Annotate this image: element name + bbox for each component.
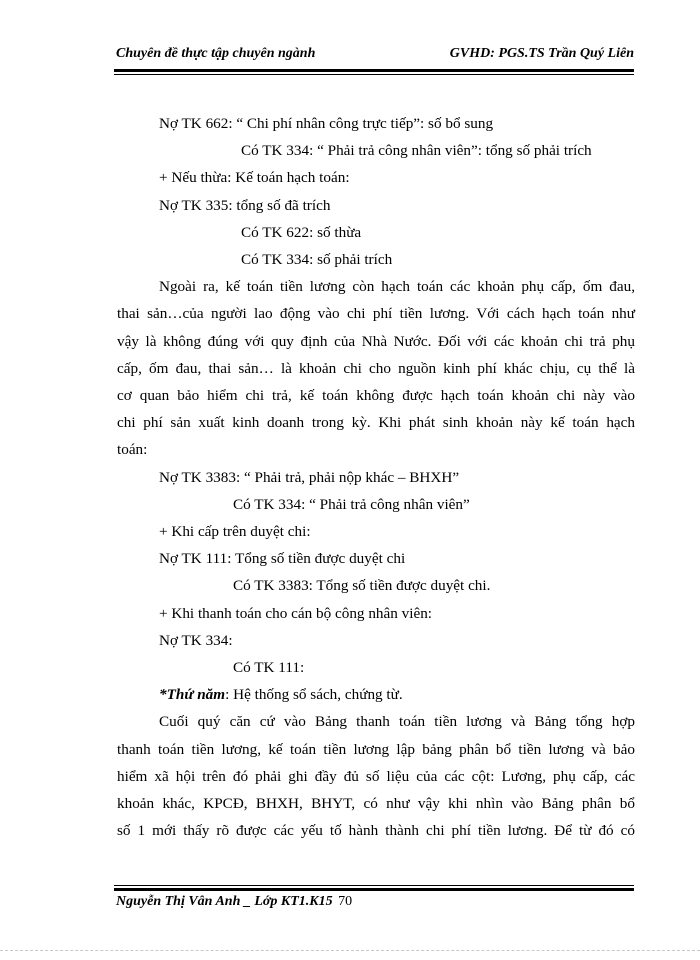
para-line: thanh toán tiền lương, kế toán tiền lương lập bảng phân bổ tiền lương và bảo: [117, 740, 635, 758]
text-line: Có TK 334: số phải trích: [241, 251, 393, 269]
para-line: thai sản…của người lao động vào chi phí tiền lương. Với cách hạch toán như: [117, 305, 635, 323]
header-left: Chuyên đề thực tập chuyên ngành: [116, 46, 316, 61]
text-line: + Nếu thừa: Kế toán hạch toán:: [159, 169, 350, 187]
paragraph-allocation: [117, 708, 635, 844]
header-rule-thin: [114, 74, 634, 75]
text-line: Có TK 3383: Tổng số tiền được duyệt chi.: [233, 577, 491, 595]
text-line: Nợ TK 111: Tổng số tiền được duyệt chi: [159, 550, 406, 568]
para-line: toán:: [117, 441, 148, 459]
section-text: : Hệ thống sổ sách, chứng từ.: [225, 686, 403, 704]
text-line: Có TK 334: “ Phải trả công nhân viên”: tổng số phải trích: [241, 142, 592, 160]
footer-author: Nguyễn Thị Vân Anh _ Lớp KT1.K15: [116, 894, 333, 909]
footer-rule-thick: [114, 888, 634, 891]
header-rule-thick: [114, 69, 634, 72]
text-line: + Khi cấp trên duyệt chi:: [159, 523, 311, 541]
text-line: Nợ TK 334:: [159, 631, 233, 649]
para-line: Ngoài ra, kế toán tiền lương còn hạch toán các khoản phụ cấp, ốm đau,: [159, 278, 635, 296]
para-line: số 1 mới thấy rõ được các yếu tố hành thành chi phí tiền lương. Để từ đó có: [117, 822, 635, 840]
text-line: Nợ TK 662: “ Chi phí nhân công trực tiếp”: số bổ sung: [159, 115, 494, 132]
document-body: [117, 110, 635, 844]
text-line: Nợ TK 335: tổng số đã trích: [159, 196, 331, 214]
header-right: GVHD: PGS.TS Trần Quý Liên: [449, 46, 634, 61]
para-line: hiểm xã hội trên đó phải ghi đầy đủ số liệu của các cột: Lương, phụ cấp, các: [117, 767, 635, 785]
para-line: cấp, ốm đau, thai sản… là khoản chi cho nguồn kinh phí khác chịu, cụ thể là: [117, 359, 635, 377]
page-footer: [116, 894, 352, 910]
section-heading: [117, 681, 635, 708]
text-line: + Khi thanh toán cho cán bộ công nhân viên:: [159, 604, 433, 622]
text-line: Có TK 334: “ Phải trả công nhân viên”: [233, 495, 470, 513]
para-line: chi phí sản xuất kinh doanh trong kỳ. Khi phát sinh khoản này kế toán hạch: [117, 414, 635, 432]
text-line: Có TK 622: số thừa: [241, 223, 362, 241]
section-label: *Thứ năm: [159, 686, 226, 704]
text-line: Có TK 111:: [233, 659, 305, 677]
paragraph-allowances: [117, 273, 635, 463]
para-line: Cuối quý căn cứ vào Bảng thanh toán tiền lương và Bảng tổng hợp: [159, 713, 635, 731]
page-number: 70: [338, 894, 353, 909]
page-header: [116, 46, 634, 62]
para-line: cơ quan bảo hiểm chi trả, kế toán không được hạch toán khoản chi này vào: [117, 387, 635, 405]
para-line: vậy là không đúng với quy định của Nhà Nước. Đối với các khoản chi trả phụ: [117, 332, 635, 350]
footer-rule-thin: [114, 885, 634, 886]
para-line: khoản khác, KPCĐ, BHXH, BHYT, có như vậy khi nhìn vào Bảng phân bổ: [117, 795, 635, 813]
page-edge-divider: [0, 950, 700, 951]
text-line: Nợ TK 3383: “ Phải trả, phải nộp khác – BHXH”: [159, 468, 460, 486]
